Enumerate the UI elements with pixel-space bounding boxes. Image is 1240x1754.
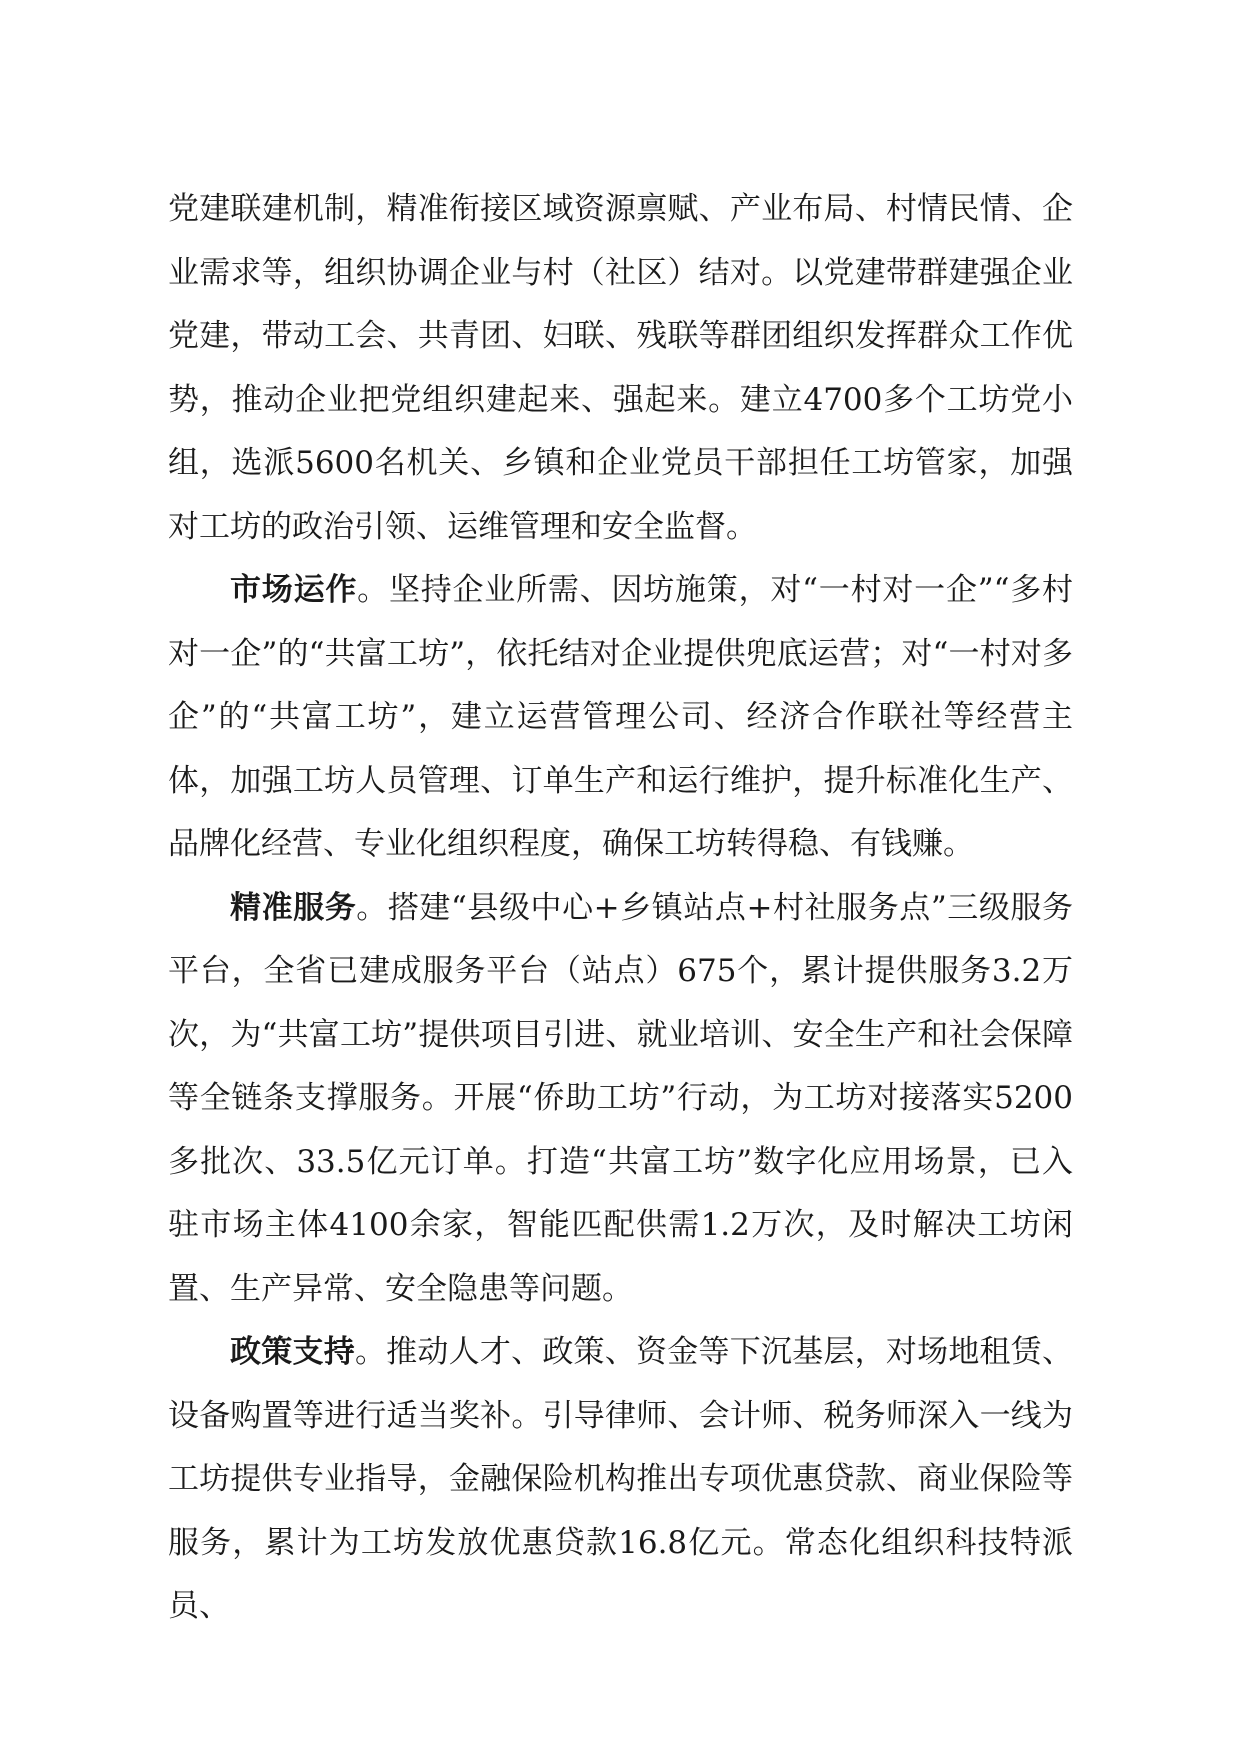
- paragraph-market-operation: [168, 559, 1073, 877]
- paragraph-heading: 政策支持: [230, 1334, 355, 1370]
- paragraph-body: 。搭建“县级中心+乡镇站点+村社服务点”三级服务平台，全省已建成服务平台（站点）675个，累计提供服务3.2万次，为“共富工坊”提供项目引进、就业培训、安全生产和社会保障等全链条支撑服务。开展“侨助工坊”行动，为工坊对接落实5200多批次、33.5亿元订单。打造“共富工坊”数字化应用场景，已入驻市场主体4100余家，智能匹配供需1.2万次，及时解决工坊闲置、生产异常、安全隐患等问题。: [168, 889, 1073, 1307]
- body-text: [168, 178, 1073, 1639]
- paragraph-body: 党建联建机制，精准衔接区域资源禀赋、产业布局、村情民情、企业需求等，组织协调企业与村（社区）结对。以党建带群建强企业党建，带动工会、共青团、妇联、残联等群团组织发挥群众工作优势，推动企业把党组织建起来、强起来。建立4700多个工坊党小组，选派5600名机关、乡镇和企业党员干部担任工坊管家，加强对工坊的政治引领、运维管理和安全监督。: [168, 191, 1073, 545]
- paragraph-body: 。坚持企业所需、因坊施策，对“一村对一企”“多村对一企”的“共富工坊”，依托结对企业提供兜底运营；对“一村对多企”的“共富工坊”，建立运营管理公司、经济合作联社等经营主体，加强工坊人员管理、订单生产和运行维护，提升标准化生产、品牌化经营、专业化组织程度，确保工坊转得稳、有钱赚。: [168, 572, 1074, 862]
- paragraph-precise-service: [168, 877, 1073, 1322]
- paragraph-body: 。推动人才、政策、资金等下沉基层，对场地租赁、设备购置等进行适当奖补。引导律师、会计师、税务师深入一线为工坊提供专业指导，金融保险机构推出专项优惠贷款、商业保险等服务，累计为工坊发放优惠贷款16.8亿元。常态化组织科技特派员、: [168, 1334, 1074, 1624]
- paragraph-party-building: [168, 178, 1073, 559]
- paragraph-heading: 市场运作: [230, 572, 358, 608]
- paragraph-heading: 精准服务: [230, 889, 357, 926]
- paragraph-policy-support: [168, 1321, 1073, 1639]
